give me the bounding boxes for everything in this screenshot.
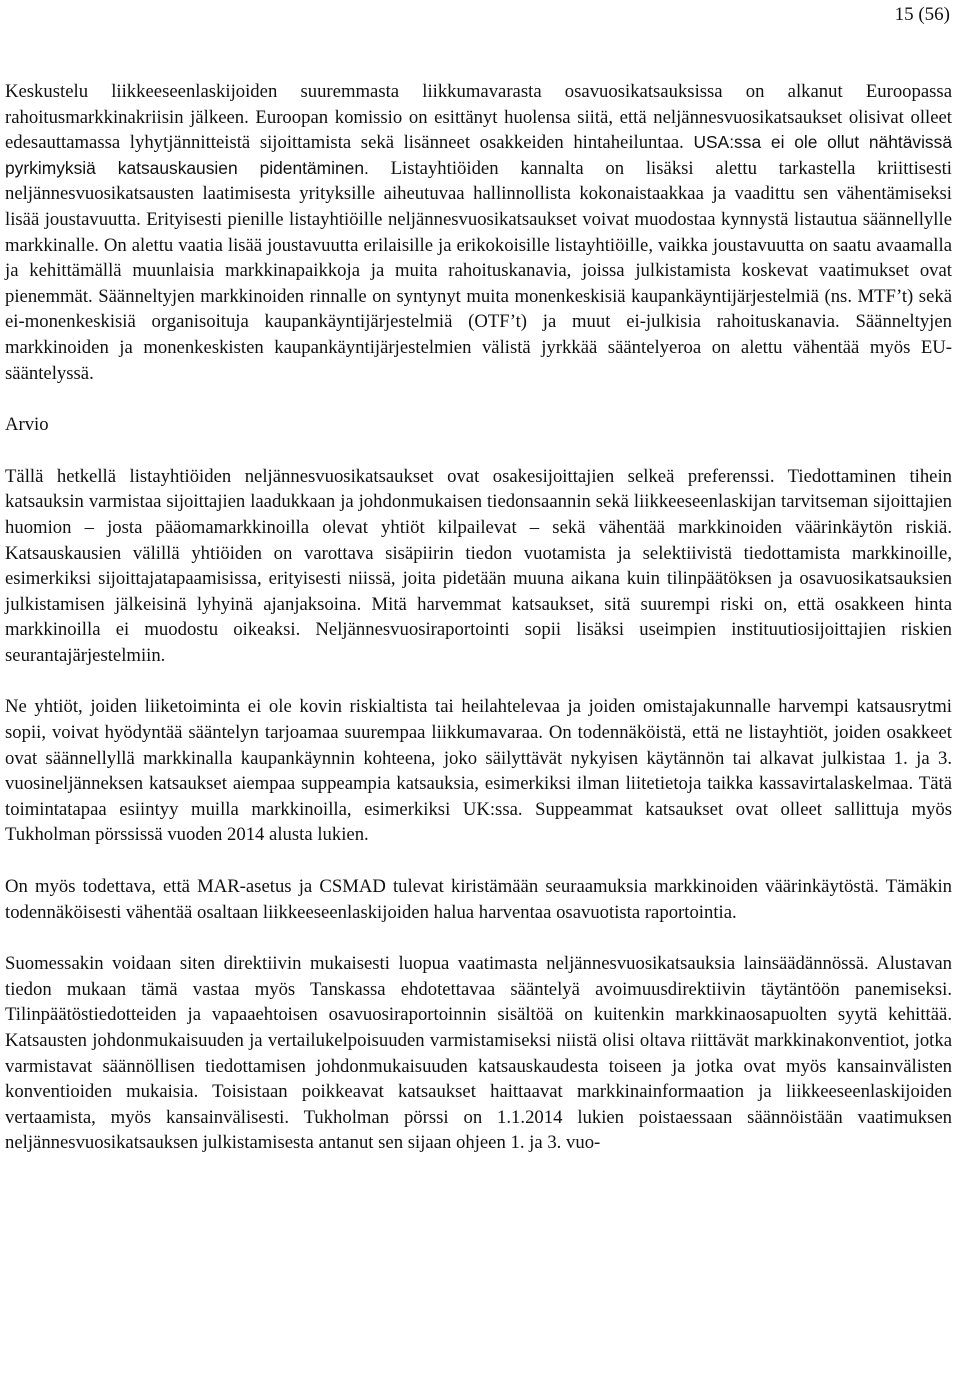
paragraph-background-usa-sentence: USA:ssa ei ole ollut nähtävissä pyrkimyksiä katsauskausien pidentäminen. xyxy=(5,132,952,178)
section-heading-arvio: Arvio xyxy=(5,414,49,436)
paragraph-background xyxy=(5,79,952,386)
spacer xyxy=(5,668,952,694)
paragraph-assessment: Tällä hetkellä listayhtiöiden neljännesvuosikatsaukset ovat osakesijoittajien selkeä preferenssi. Tiedottaminen tihein katsauksin varmistaa sijoittajien laadukkaan ja johdonmukaisen tiedonsaannin sekä liikkeeseenlaskijan tarvitseman sijoittajien huomion – josta pääomamarkkinoilla olevat yhtiöt kilpailevat – sekä vähentää markkinoiden väärinkäytön riskiä. Katsauskausien välillä yhtiöiden on varottava sisäpiirin tiedon vuotamista ja selektiivistä tiedottamista markkinoille, esimerkiksi sijoittajatapaamisissa, erityisesti niissä, joita pidetään muuna aikana kuin tilinpäätöksen ja osavuosikatsauksien julkistamisen jälkeisinä lyhyinä ajanjaksoina. Mitä harvemmat katsaukset, sitä suurempi riski on, että osakkeen hinta markkinoilla ei muodostu oikeaksi. Neljännesvuosiraportointi sopii lisäksi useimpien instituutiosijoittajien riskien seurantajärjestelmiin. xyxy=(5,465,952,666)
paragraph-finland: Suomessakin voidaan siten direktiivin mukaisesti luopua vaatimasta neljännesvuosikatsauksia lainsäädännössä. Alustavan tiedon mukaan tämä vastaa myös Tanskassa ehdotettavaa sääntelyä avoimuusdirektiivin täytäntöön panemiseksi. Tilinpäätöstiedotteiden ja vapaaehtoisen osavuosiraportoinnin sisältöä on kuitenkin markkinaosapuolten syytä kehittää. Katsausten johdonmukaisuuden ja vertailukelpoisuuden varmistamiseksi niistä olisi oltava riittävät markkinakonventiot, jotka varmistavat säännöllisen tiedottamisen johdonmukaisuuden katsauskaudesta toiseen ja jotka ovat myös kansainvälisten konventioiden mukaisia. Toisistaan poikkeavat katsaukset haittaavat markkinainformaation ja liikkeeseenlaskijoiden vertaamista, myös kansainvälisesti. Tukholman pörssi on 1.1.2014 lukien poistaessaan säännöistään vaatimuksen neljännesvuosikatsauksen julkistamisesta antanut sen sijaan ohjeen 1. ja 3. vuo- xyxy=(5,953,952,1154)
spacer xyxy=(5,438,952,464)
spacer xyxy=(5,386,952,412)
page-number: 15 (56) xyxy=(894,4,950,25)
spacer xyxy=(5,848,952,874)
spacer xyxy=(5,925,952,951)
document-body xyxy=(5,79,952,1156)
paragraph-background-part-2: Listayhtiöiden kannalta on lisäksi alettu tarkastella kriittisesti neljännesvuosikatsausten laatimisesta yrityksille aiheutuvaa hallinnollista kokonaistaakkaa ja vaadittu sen vähentämiseksi lisää joustavuutta. Erityisesti pienille listayhtiöille neljännesvuosikatsaukset voivat muodostaa kynnystä listautua säännellylle markkinalle. On alettu vaatia lisää joustavuutta erilaisille ja erikokoisille listayhtiöille, vaikka joustavuutta on saatu avaamalla ja kehittämällä muunlaisia markkinapaikkoja ja muita rahoituskanavia, joissa julkistamista koskevat vaatimukset ovat pienemmät. Säänneltyjen markkinoiden rinnalle on syntynyt muita monenkeskisiä kaupankäyntijärjestelmiä (ns. MTF’t) sekä ei-monenkeskisiä organisoituja kaupankäyntijärjestelmiä (OTF’t) ja muut ei-julkisia rahoituskanavia. Säänneltyjen markkinoiden ja monenkeskisten kaupankäyntijärjestelmien välistä jyrkkää sääntelyeroa on alettu vähentää myös EU-sääntelyssä. xyxy=(5,157,952,384)
paragraph-mar-csmad: On myös todettava, että MAR-asetus ja CSMAD tulevat kiristämään seuraamuksia markkinoiden väärinkäytöstä. Tämäkin todennäköisesti vähentää osaltaan liikkeeseenlaskijoiden halua harventaa osavuotista raportointia. xyxy=(5,876,952,923)
paragraph-background-part-1: Keskustelu liikkeeseenlaskijoiden suuremmasta liikkumavarasta osavuosikatsauksissa on alkanut Euroopassa rahoitusmarkkinakriisin jälkeen. Euroopan komissio on esittänyt huolensa siitä, että neljännesvuosikatsaukset olisivat olleet edesauttamassa lyhytjännitteistä sijoittamista sekä lisänneet osakkeiden hintaheiluntaa. xyxy=(5,81,952,154)
paragraph-companies: Ne yhtiöt, joiden liiketoiminta ei ole kovin riskialtista tai heilahtelevaa ja joiden omistajakunnalle harvempi katsausrytmi sopii, voivat hyödyntää sääntelyn tarjoamaa suurempaa liikkumavaraa. On todennäköistä, että ne listayhtiöt, joiden osakkeet ovat säännellyllä markkinalla kaupankäynnin kohteena, joko säilyttävät nykyisen käytännön tai alkavat julkistaa 1. ja 3. vuosineljänneksen katsaukset aiempaa suppeampia katsauksia, esimerkiksi ilman liitetietoja taikka kassavirtalaskelmaa. Tätä toimintatapaa esiintyy muilla markkinoilla, esimerkiksi UK:ssa. Suppeammat katsaukset ovat olleet sallittuja myös Tukholman pörssissä vuoden 2014 alusta lukien. xyxy=(5,696,952,846)
